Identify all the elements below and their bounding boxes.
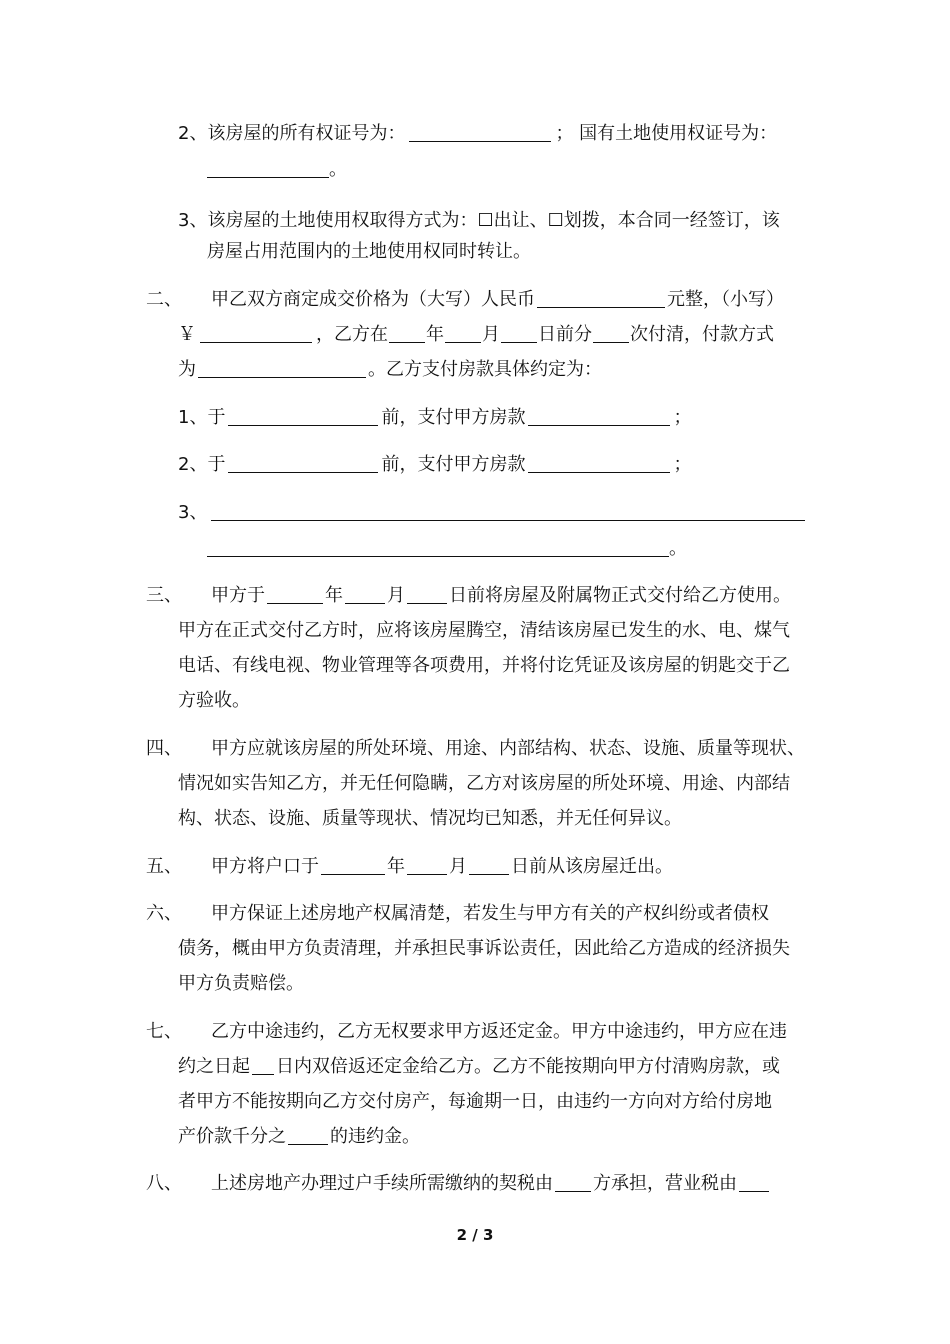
section-3-line-3: 电话、有线电视、物业管理等各项费用，并将付讫凭证及该房屋的钥匙交于乙 [178,655,790,676]
blank-line [528,454,670,473]
section-2-line-3 [178,358,602,382]
text: 年 [387,856,405,877]
text: 。 [329,159,347,180]
payment-item-1 [178,406,691,430]
section-6-line-3: 甲方负责赔偿。 [178,973,304,994]
blank-line [409,123,551,142]
text: 甲方将户口于 [211,856,319,877]
blank-line [501,324,537,343]
blank-line [200,324,312,343]
text: 方承担，营业税由 [593,1173,737,1194]
blank-line [445,324,481,343]
text: ，乙方在 [316,324,388,345]
text: 日内双倍返还定金给乙方。乙方不能按期向甲方付清购房款，或 [276,1056,780,1077]
text: 月 [387,585,405,606]
text: 上述房地产办理过户手续所需缴纳的契税由 [211,1173,553,1194]
text: 年 [426,324,444,345]
text: ￥ [178,324,196,345]
section-2-line-1 [211,288,784,312]
text: 日前从该房屋迁出。 [511,856,673,877]
blank-line [228,454,378,473]
section-2-line-2 [178,323,774,347]
blank-line [228,407,378,426]
section-3-line-4: 方验收。 [178,690,250,711]
section-4-line-1: 甲方应就该房屋的所处环境、用途、内部结构、状态、设施、质量等现状、 [211,738,805,759]
blank-line [288,1126,328,1145]
section-number: 八、 [146,1173,182,1194]
section-number: 三、 [146,585,182,606]
blank-line [739,1173,769,1192]
text: 2、于 [178,454,226,475]
text: ； 国有土地使用权证号为： [555,123,778,144]
text: 日前将房屋及附属物正式交付给乙方使用。 [449,585,791,606]
text: 甲乙双方商定成交价格为（大写）人民币 [211,289,535,310]
section-3-line-1 [211,584,791,608]
blank-line [389,324,425,343]
payment-item-2 [178,453,691,477]
blank-line [267,585,323,604]
blank-line [469,856,509,875]
payment-item-3-line-2 [207,537,687,561]
text: 前，支付甲方房款 [381,454,526,475]
blank-line [207,538,669,557]
text: 日前分 [538,324,592,345]
blank-line [211,502,805,521]
page-number: 2 / 3 [456,1226,494,1244]
section-4-line-2: 情况如实告知乙方，并无任何隐瞒，乙方对该房屋的所处环境、用途、内部结 [178,773,790,794]
section-8-line-1 [211,1172,769,1196]
blank-line [252,1056,274,1075]
blank-line [537,289,665,308]
text: 。乙方支付房款具体约定为： [368,359,602,380]
text: 2、该房屋的所有权证号为： [178,123,406,144]
text: 年 [325,585,343,606]
section-7-line-2 [178,1055,780,1079]
text: 月 [482,324,500,345]
section-3-line-2: 甲方在正式交付乙方时，应将该房屋腾空，清结该房屋已发生的水、电、煤气 [178,620,790,641]
section-7-line-4 [178,1125,420,1149]
text: 甲方于 [211,585,265,606]
text: 。 [669,538,687,559]
clause-item-2-line-1 [178,122,777,146]
text: 次付清，付款方式 [630,324,774,345]
clause-item-3-line-1: 3、该房屋的土地使用权取得方式为：☐出让、☐划拨，本合同一经签订，该 [178,210,780,231]
blank-line [407,856,447,875]
blank-line [345,585,385,604]
text: 产价款千分之 [178,1126,286,1147]
text: ； [673,407,692,428]
text: 月 [449,856,467,877]
section-number: 二、 [146,289,182,310]
text: 元整，（小写） [667,289,784,310]
text: 约之日起 [178,1056,250,1077]
section-4-line-3: 构、状态、设施、质量等现状、情况均已知悉，并无任何异议。 [178,808,682,829]
section-number: 七、 [146,1021,182,1042]
section-5-line-1 [211,855,673,879]
section-7-line-3: 者甲方不能按期向乙方交付房产，每逾期一日，由违约一方向对方给付房地 [178,1091,772,1112]
text: 的违约金。 [330,1126,420,1147]
text: 1、于 [178,407,226,428]
section-6-line-2: 债务，概由甲方负责清理，并承担民事诉讼责任，因此给乙方造成的经济损失 [178,938,790,959]
section-number: 四、 [146,738,182,759]
blank-line [207,159,329,178]
blank-line [407,585,447,604]
section-7-line-1: 乙方中途违约，乙方无权要求甲方返还定金。甲方中途违约，甲方应在违 [211,1021,787,1042]
section-number: 五、 [146,856,182,877]
blank-line [528,407,670,426]
section-6-line-1: 甲方保证上述房地产权属清楚，若发生与甲方有关的产权纠纷或者债权 [211,903,769,924]
section-number: 六、 [146,903,182,924]
blank-line [198,359,366,378]
clause-item-3-line-2: 房屋占用范围内的土地使用权同时转让。 [207,241,531,262]
clause-item-2-line-2 [207,158,347,182]
blank-line [555,1173,591,1192]
blank-line [593,324,629,343]
text: ； [673,454,692,475]
blank-line [321,856,385,875]
text: 3、 [178,502,208,523]
text: 为 [178,359,196,380]
payment-item-3-line-1 [178,501,805,525]
text: 前，支付甲方房款 [381,407,526,428]
